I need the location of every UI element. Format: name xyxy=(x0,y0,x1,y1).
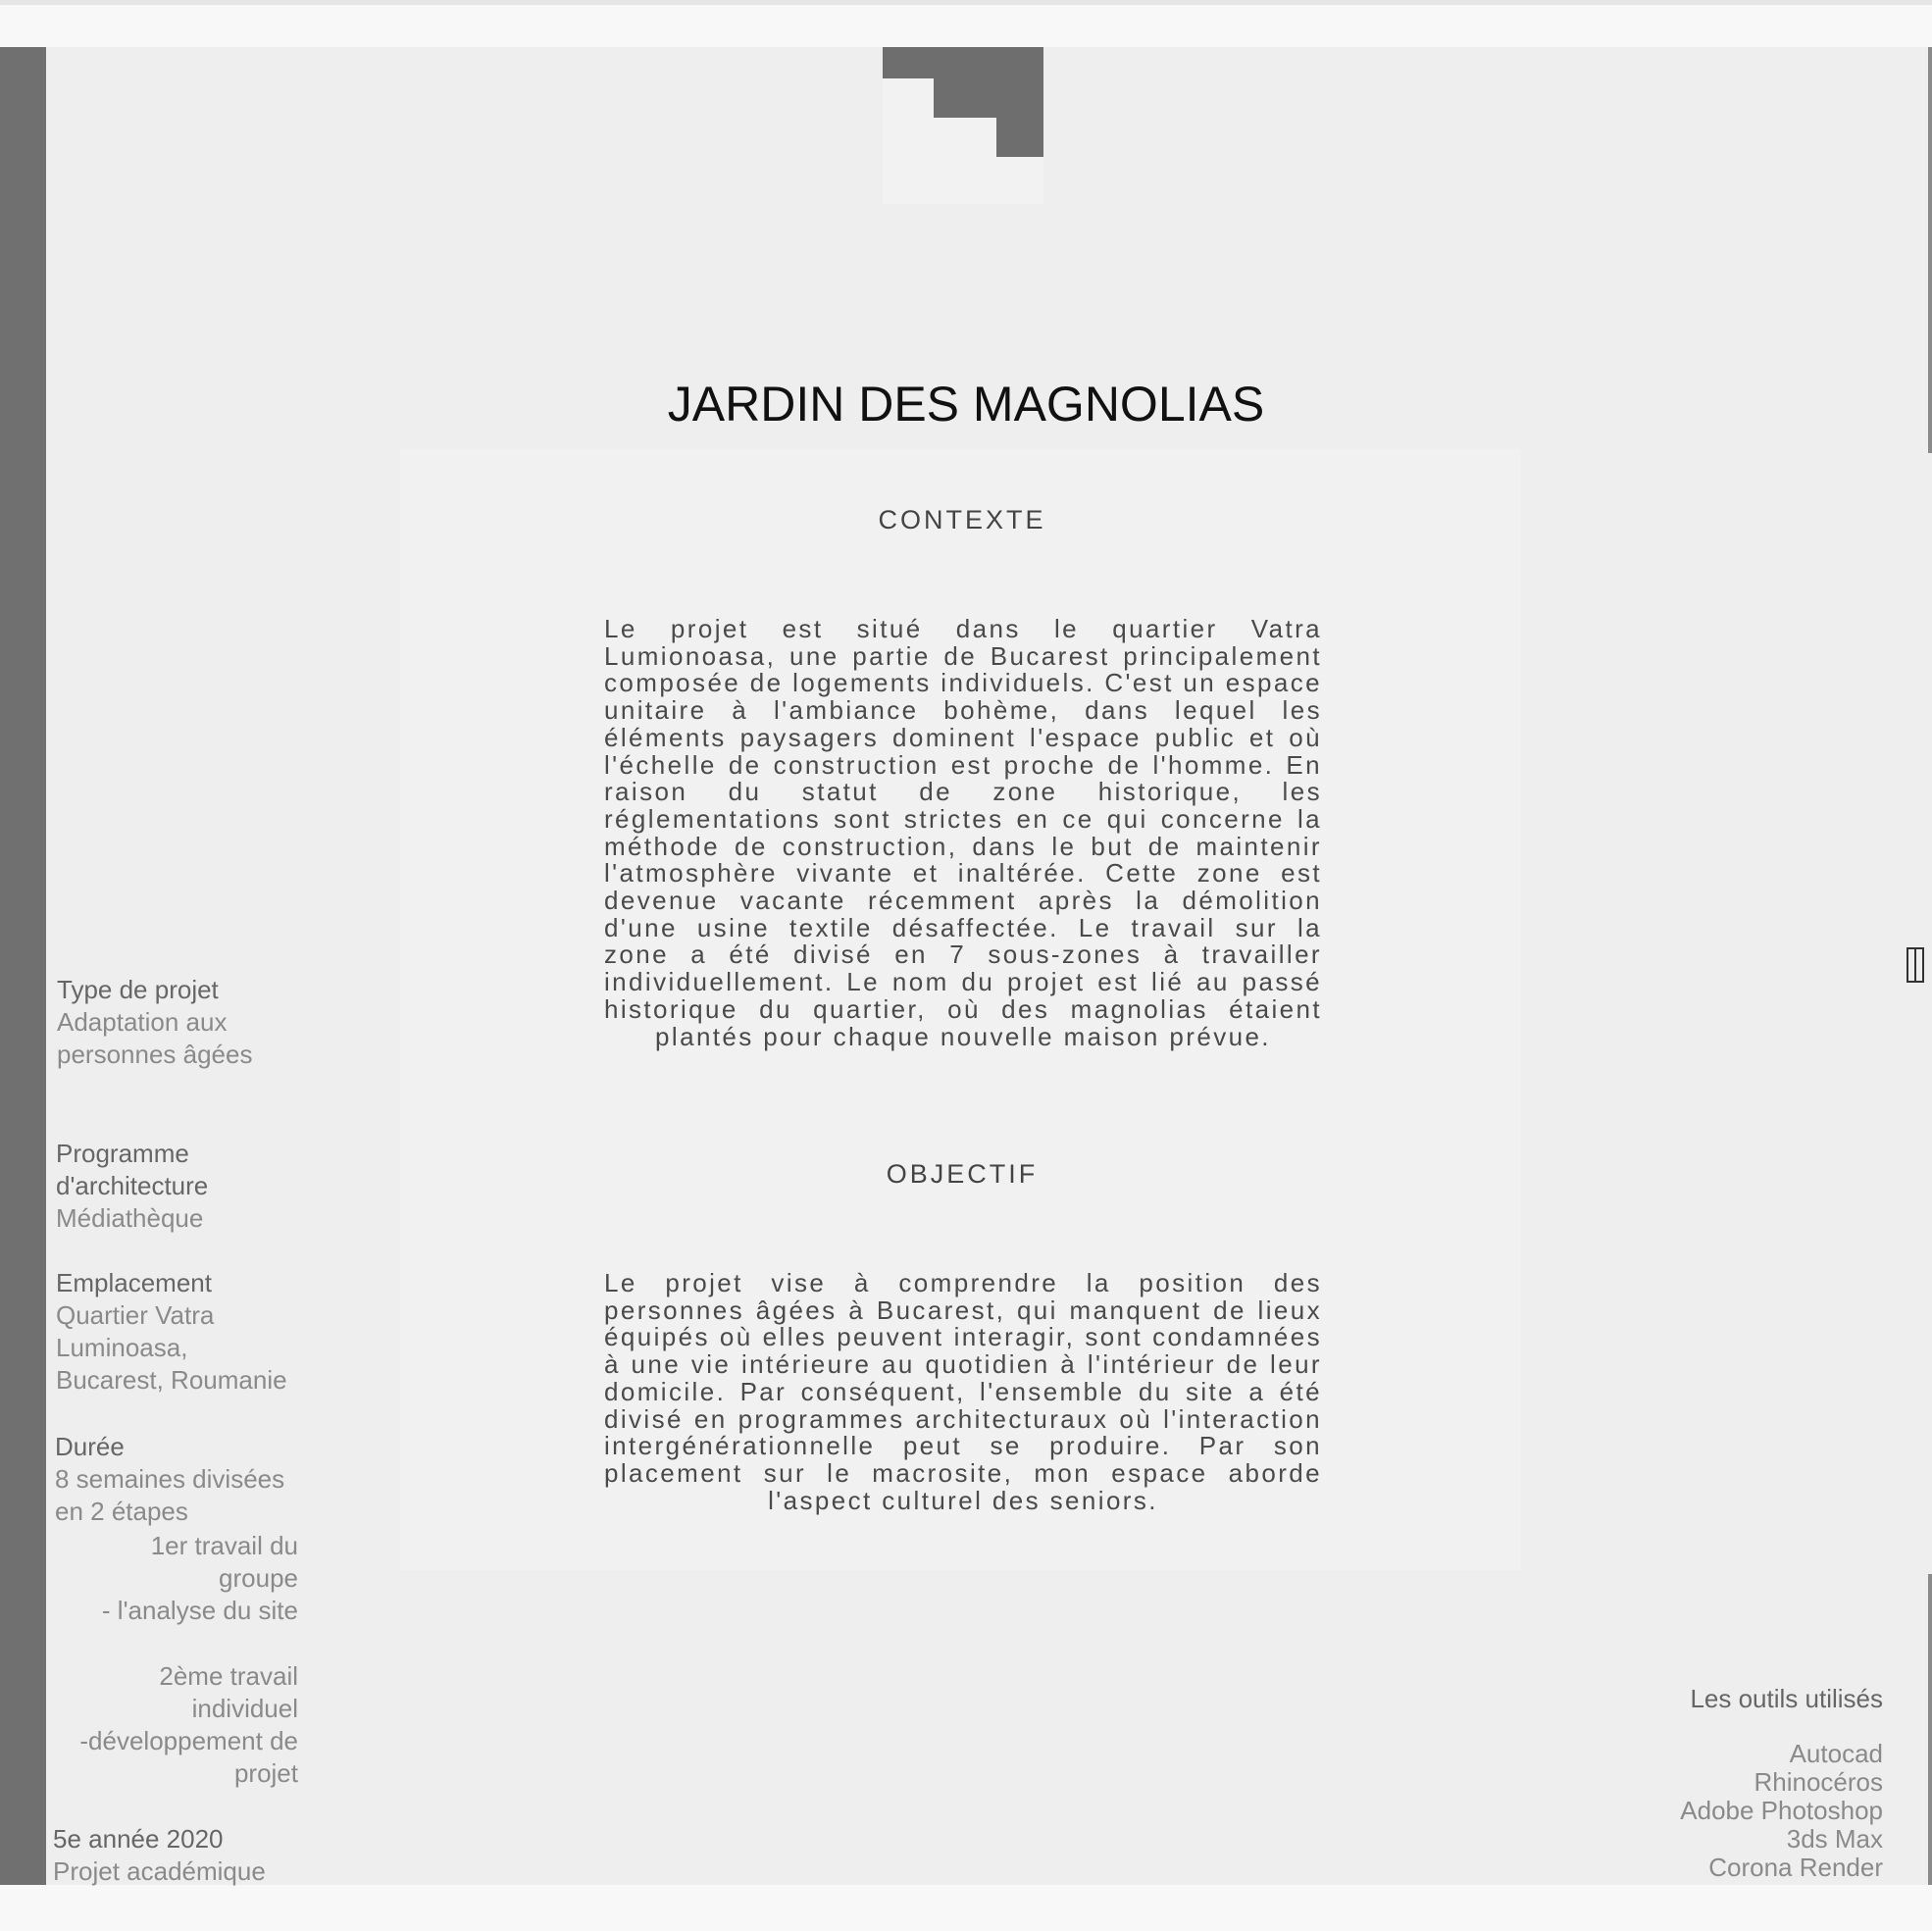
emplacement-value-line1: Quartier Vatra xyxy=(56,1300,215,1330)
step1-line3: - l'analyse du site xyxy=(101,1596,298,1625)
emplacement-block xyxy=(56,1267,287,1397)
page-title: JARDIN DES MAGNOLIAS xyxy=(667,377,1265,432)
objectif-body: Le projet vise à comprendre la position des personnes âgées à Bucarest, qui manquent de lieux équipés où elles peuvent interagir, sont condamnées à une vie intérieure au quotidien à l'intérieur de leur domicile. Par conséquent, l'ensemble du site a été divisé en programmes architecturaux où l'interaction intergénérationnelle peut se produire. Par son placement sur le macrosite, mon espace aborde l'aspect culturel des seniors. xyxy=(604,1268,1322,1515)
tool-item: Autocad xyxy=(1789,1739,1883,1768)
contexte-heading: CONTEXTE xyxy=(878,505,1046,534)
programme-label-line1: Programme xyxy=(56,1139,189,1168)
step2-line3: -développement de xyxy=(79,1726,298,1755)
tool-item: Rhinocéros xyxy=(1754,1767,1883,1797)
year-label: 5e année 2020 xyxy=(53,1824,224,1854)
duree-block xyxy=(55,1431,284,1528)
stair-logo-icon xyxy=(883,47,1043,204)
tools-block xyxy=(1569,1683,1883,1882)
duree-step1-block xyxy=(55,1530,298,1627)
step2-line2: individuel xyxy=(191,1694,298,1723)
tool-item: 3ds Max xyxy=(1786,1824,1883,1854)
step2-line1: 2ème travail xyxy=(159,1661,298,1691)
emplacement-value-line2: Luminoasa, xyxy=(56,1333,188,1362)
emplacement-value-line3: Bucarest, Roumanie xyxy=(56,1365,287,1395)
type-label: Type de projet xyxy=(57,975,219,1004)
step2-line4: projet xyxy=(233,1758,298,1788)
step1-line2: groupe xyxy=(219,1563,298,1593)
tool-item: Corona Render xyxy=(1708,1853,1883,1882)
objectif-heading: OBJECTIF xyxy=(886,1159,1039,1189)
tools-heading: Les outils utilisés xyxy=(1690,1684,1883,1713)
left-accent-bar xyxy=(0,47,46,1885)
duree-step2-block xyxy=(55,1660,298,1790)
year-block xyxy=(53,1823,266,1888)
step1-line1: 1er travail du xyxy=(150,1531,298,1560)
duree-value-line2: en 2 étapes xyxy=(55,1497,188,1526)
right-edge-bar-bottom xyxy=(1928,1574,1932,1885)
programme-block xyxy=(56,1138,208,1235)
type-block xyxy=(57,974,252,1071)
menu-icon[interactable] xyxy=(1907,947,1924,983)
programme-value: Médiathèque xyxy=(56,1203,204,1233)
tool-item: Adobe Photoshop xyxy=(1680,1796,1883,1825)
contexte-body: Le projet est situé dans le quartier Vatra Lumionoasa, une partie de Bucarest principalement composée de logements individuels. C'est un espace unitaire à l'ambiance bohème, dans lequel les éléments paysagers dominent l'espace public et où l'échelle de construction est proche de l'homme. En raison du statut de zone historique, les réglementations sont strictes en ce qui concerne la méthode de construction, dans le but de maintenir l'atmosphère vivante et inaltérée. Cette zone est devenue vacante récemment après la démolition d'une usine textile désaffectée. Le travail sur la zone a été divisé en 7 sous-zones à travailler individuellement. Le nom du projet est lié au passé historique du quartier, où des magnolias étaient plantés pour chaque nouvelle maison prévue. xyxy=(604,614,1322,1051)
type-value-line2: personnes âgées xyxy=(57,1040,253,1069)
programme-label-line2: d'architecture xyxy=(56,1171,209,1200)
top-margin-band xyxy=(0,0,1932,47)
year-value: Projet académique xyxy=(53,1856,266,1886)
type-value-line1: Adaptation aux xyxy=(57,1007,228,1037)
bottom-margin-band xyxy=(0,1885,1932,1931)
emplacement-label: Emplacement xyxy=(56,1268,212,1297)
duree-label: Durée xyxy=(55,1432,125,1461)
duree-value-line1: 8 semaines divisées xyxy=(55,1464,285,1494)
